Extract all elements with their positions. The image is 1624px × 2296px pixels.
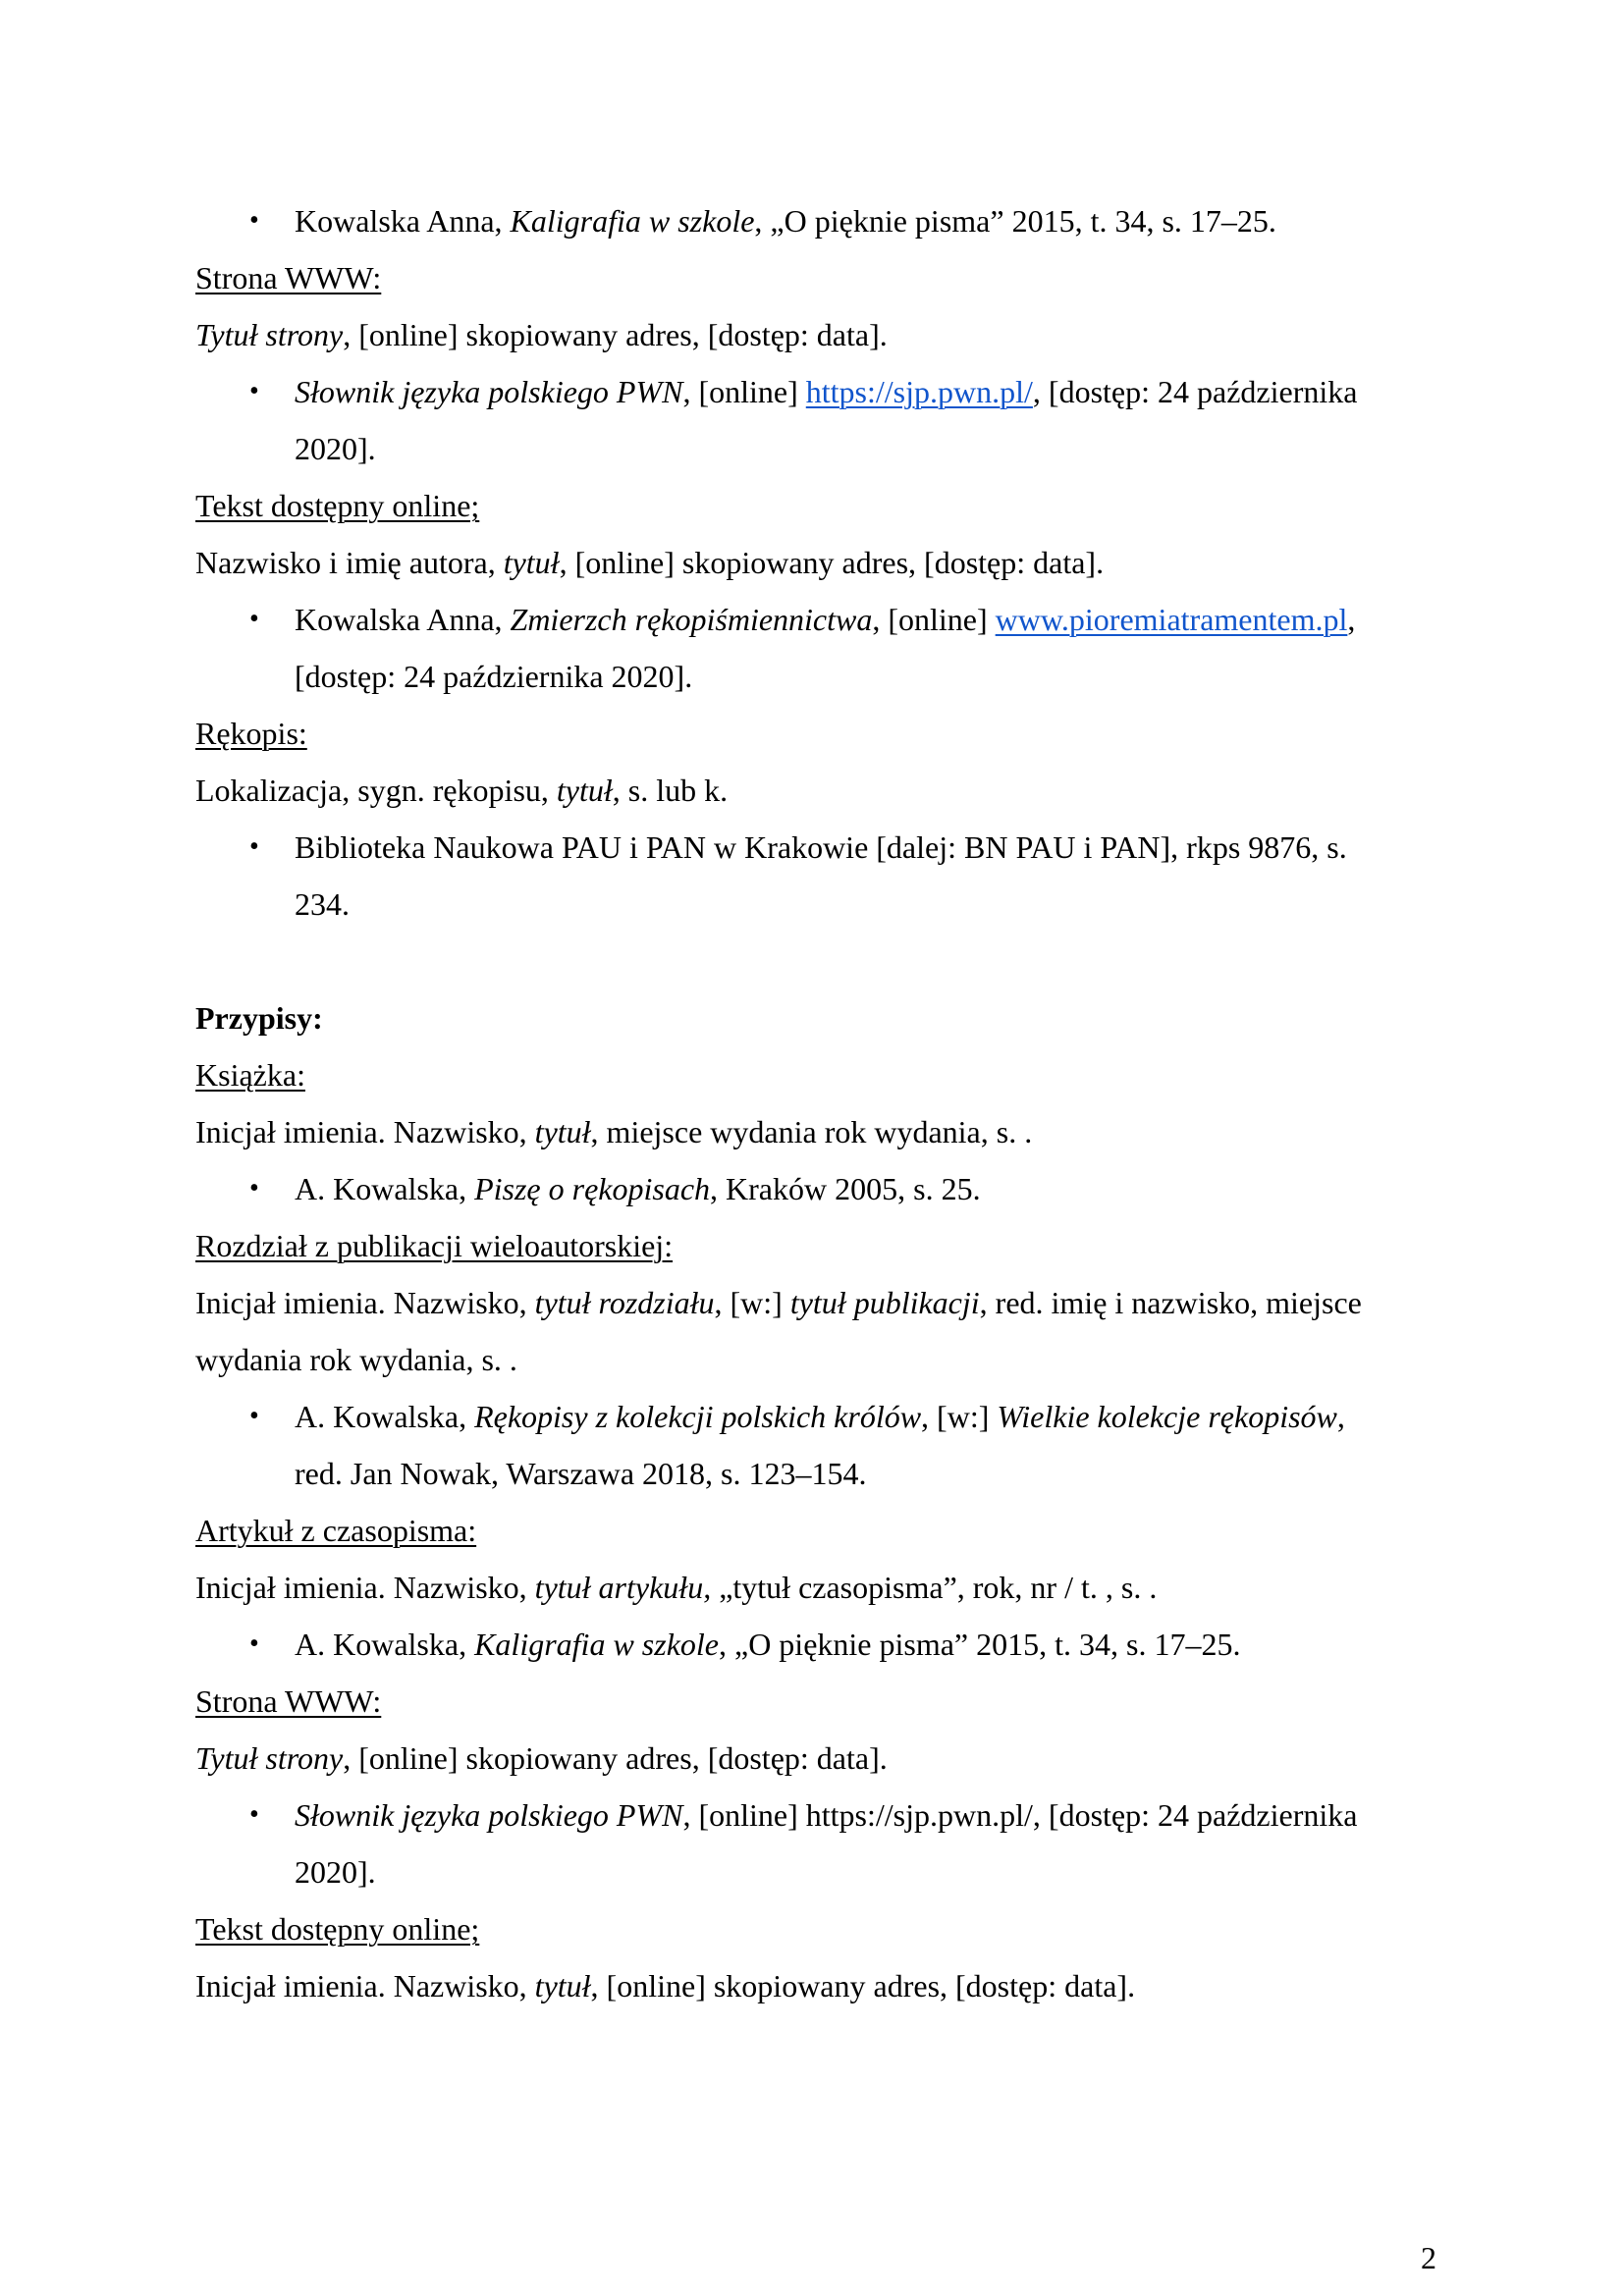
fn-www-entry: • Słownik języka polskiego PWN, [online] https://sjp.pwn.pl/, [dostęp: 24 października 2020].	[195, 1787, 1462, 1900]
fn-article-pattern: Inicjał imienia. Nazwisko, tytuł artykułu, „tytuł czasopisma”, rok, nr / t. , s. .	[195, 1570, 1158, 1605]
fn-article-heading: Artykuł z czasopisma:	[195, 1513, 477, 1548]
fn-chapter-entry: • A. Kowalska, Rękopisy z kolekcji polskich królów, [w:] Wielkie kolekcje rękopisów, red. Jan Nowak, Warszawa 2018, s. 123–154.	[195, 1388, 1462, 1502]
bullet-icon: •	[249, 1799, 259, 1830]
sjp-link[interactable]: https://sjp.pwn.pl/	[805, 374, 1033, 409]
fn-book-pattern: Inicjał imienia. Nazwisko, tytuł, miejsce wydania rok wydania, s. .	[195, 1114, 1033, 1149]
bullet-icon: •	[249, 376, 259, 406]
bullet-icon: •	[249, 1629, 259, 1659]
bullet-icon: •	[249, 1173, 259, 1203]
fn-book-entry: • A. Kowalska, Piszę o rękopisach, Kraków 2005, s. 25.	[195, 1160, 1462, 1217]
bib-manuscript-heading: Rękopis:	[195, 716, 307, 751]
bib-www-pattern: Tytuł strony, [online] skopiowany adres, [dostęp: data].	[195, 317, 888, 352]
bib-article-entry: • Kowalska Anna, Kaligrafia w szkole, „O pięknie pisma” 2015, t. 34, s. 17–25.	[195, 192, 1462, 249]
spacer	[195, 933, 1462, 989]
fn-chapter-pattern-cont: wydania rok wydania, s. .	[195, 1342, 517, 1377]
fn-chapter-pattern: Inicjał imienia. Nazwisko, tytuł rozdziału, [w:] tytuł publikacji, red. imię i nazwisko, miejsce	[195, 1285, 1362, 1320]
fn-article-entry: • A. Kowalska, Kaligrafia w szkole, „O pięknie pisma” 2015, t. 34, s. 17–25.	[195, 1616, 1462, 1673]
bullet-icon: •	[249, 604, 259, 634]
bib-www-heading: Strona WWW:	[195, 260, 382, 295]
page-number: 2	[1421, 2240, 1436, 2275]
bullet-icon: •	[249, 831, 259, 862]
fn-online-heading: Tekst dostępny online;	[195, 1911, 480, 1947]
bib-www-entry: • Słownik języka polskiego PWN, [online] https://sjp.pwn.pl/, [dostęp: 24 października 2020].	[195, 363, 1462, 477]
fn-book-heading: Książka:	[195, 1057, 305, 1093]
bib-online-heading: Tekst dostępny online;	[195, 488, 480, 523]
page-content	[195, 192, 1462, 2014]
bib-online-pattern: Nazwisko i imię autora, tytuł, [online] skopiowany adres, [dostęp: data].	[195, 545, 1105, 580]
bullet-icon: •	[249, 205, 259, 236]
fn-www-heading: Strona WWW:	[195, 1683, 382, 1719]
pioremiatramentem-link[interactable]: www.pioremiatramentem.pl	[995, 602, 1348, 637]
fn-www-pattern: Tytuł strony, [online] skopiowany adres, [dostęp: data].	[195, 1740, 888, 1776]
footnotes-heading: Przypisy:	[195, 1000, 323, 1036]
bullet-icon: •	[249, 1401, 259, 1431]
fn-chapter-heading: Rozdział z publikacji wieloautorskiej:	[195, 1228, 674, 1263]
bib-manuscript-entry: • Biblioteka Naukowa PAU i PAN w Krakowie [dalej: BN PAU i PAN], rkps 9876, s. 234.	[195, 819, 1462, 933]
fn-online-pattern: Inicjał imienia. Nazwisko, tytuł, [online] skopiowany adres, [dostęp: data].	[195, 1968, 1136, 2003]
bib-manuscript-pattern: Lokalizacja, sygn. rękopisu, tytuł, s. lub k.	[195, 773, 729, 808]
bib-online-entry: • Kowalska Anna, Zmierzch rękopiśmiennictwa, [online] www.pioremiatramentem.pl, [dostęp: 24 października 2020].	[195, 591, 1462, 705]
